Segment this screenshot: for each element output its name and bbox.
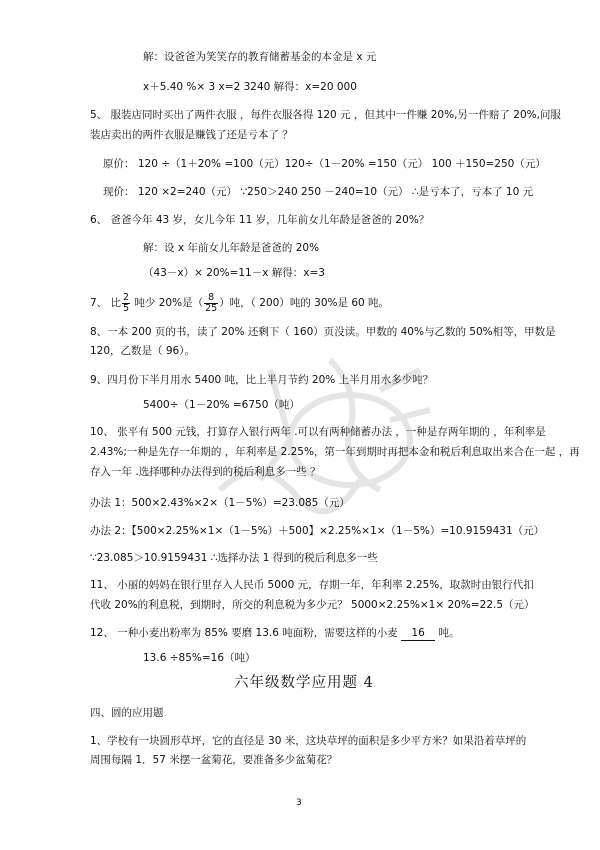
fraction: $\frac{2}{5}$ bbox=[123, 291, 130, 314]
question-circle-1: 1、学校有一块圆形草坪，它的直径是 30 米，这块草坪的面积是多少平方米？如果沿着草坪的 bbox=[90, 735, 527, 747]
question-8: 8、一本 200 页的书，读了 20% 还剩下（ 160）页没读。甲数的 40%与乙数的 50%相等，甲数是 bbox=[90, 326, 556, 338]
solution-line: 解：设爸爸为笑笑存的教育储蓄基金的本金是 x 元 bbox=[143, 51, 377, 63]
question-5-cont: 装店卖出的两件衣服是赚钱了还是亏本了 ？ bbox=[90, 129, 293, 141]
question-7-text: ）吨，（ 200）吨的 30%是 60 吨。 bbox=[219, 297, 390, 309]
question-6: 6、 爸爸今年 43 岁，女儿今年 11 岁，几年前女儿年龄是爸爸的 20%？ bbox=[90, 214, 430, 226]
section-title: 六年级数学应用题 4 bbox=[234, 675, 374, 691]
fraction: $\frac{8}{25}$ bbox=[205, 291, 218, 314]
question-12 bbox=[90, 626, 459, 641]
solution-line: 办法 2：【500×2.25%×1×（1－5%）＋500】×2.25%×1×（1－5%）=10.9159431（元） bbox=[90, 525, 545, 537]
solution-line: 现价： 120 ×2=240（元） ∵250＞240 250 －240=10（元） ∴是亏本了，亏本了 10 元 bbox=[103, 186, 534, 198]
solution-line: 13.6 ÷85%=16（吨） bbox=[143, 652, 256, 664]
question-7-text: 吨少 20%是（ bbox=[131, 297, 204, 309]
question-8-cont: 120，乙数是（ 96）。 bbox=[90, 345, 195, 357]
equation-line: x＋5.40 %× 3 x=2 3240 解得：x=20 000 bbox=[143, 81, 357, 93]
solution-line: 解：设 x 年前女儿年龄是爸爸的 20% bbox=[143, 242, 320, 254]
question-11-cont: 代收 20%的利息税，到期时，所交的利息税为多少元？ 5000×2.25%×1× 20%=22.5（元） bbox=[90, 599, 535, 611]
question-7-text: 7、 比 bbox=[90, 297, 122, 309]
solution-line: 办法 1：500×2.43%×2×（1－5%）=23.085（元） bbox=[90, 497, 350, 509]
page-number: 3 bbox=[296, 798, 302, 808]
question-7 bbox=[90, 292, 389, 314]
answer-blank: 16 bbox=[401, 626, 435, 641]
question-11: 11、 小丽的妈妈在银行里存入人民币 5000 元，存期一年，年利率 2.25%，取款时由银行代扣 bbox=[90, 579, 534, 591]
question-9: 9、四月份下半月用水 5400 吨，比上半月节约 20% 上半月用水多少吨？ bbox=[90, 374, 434, 386]
solution-line: 5400÷（1－20% =6750（吨） bbox=[143, 399, 300, 411]
question-12-text: 吨。 bbox=[435, 627, 460, 639]
question-10-cont: 存入一年 .选择哪种办法得到的税后利息多一些 ？ bbox=[90, 466, 321, 478]
question-12-text: 12、 一种小麦出粉率为 85% 要磨 13.6 吨面粉，需要这样的小麦 bbox=[90, 627, 402, 639]
equation-line: （43－x）× 20%=11－x 解得：x=3 bbox=[143, 267, 325, 279]
question-10: 10、 张平有 500 元钱，打算存入银行两年 .可以有两种储蓄办法 ，一种是存两年期的 ，年利率是 bbox=[90, 426, 546, 438]
solution-line: 原价： 120 ÷（1＋20% =100（元）120÷（1－20% =150（元） 100 ＋150=250（元） bbox=[103, 158, 546, 170]
question-circle-1-cont: 周围每隔 1．57 米摆一盆菊花，要准备多少盆菊花？ bbox=[90, 754, 338, 766]
question-10-cont: 2.43%;一种是先存一年期的 ，年利率是 2.25%，第一年到期时再把本金和税后利息取出来合在一起 ，再 bbox=[90, 446, 580, 458]
watermark-seal bbox=[200, 330, 440, 550]
solution-line: ∵23.085＞10.9159431 ∴选择办法 1 得到的税后利息多一些 bbox=[90, 552, 378, 564]
section-heading: 四、圆的应用题 bbox=[90, 707, 164, 719]
question-5: 5、 服装店同时买出了两件衣服 ，每件衣服各得 120 元 ，但其中一件赚 20%,另一件赔了 20%,问服 bbox=[90, 109, 561, 121]
